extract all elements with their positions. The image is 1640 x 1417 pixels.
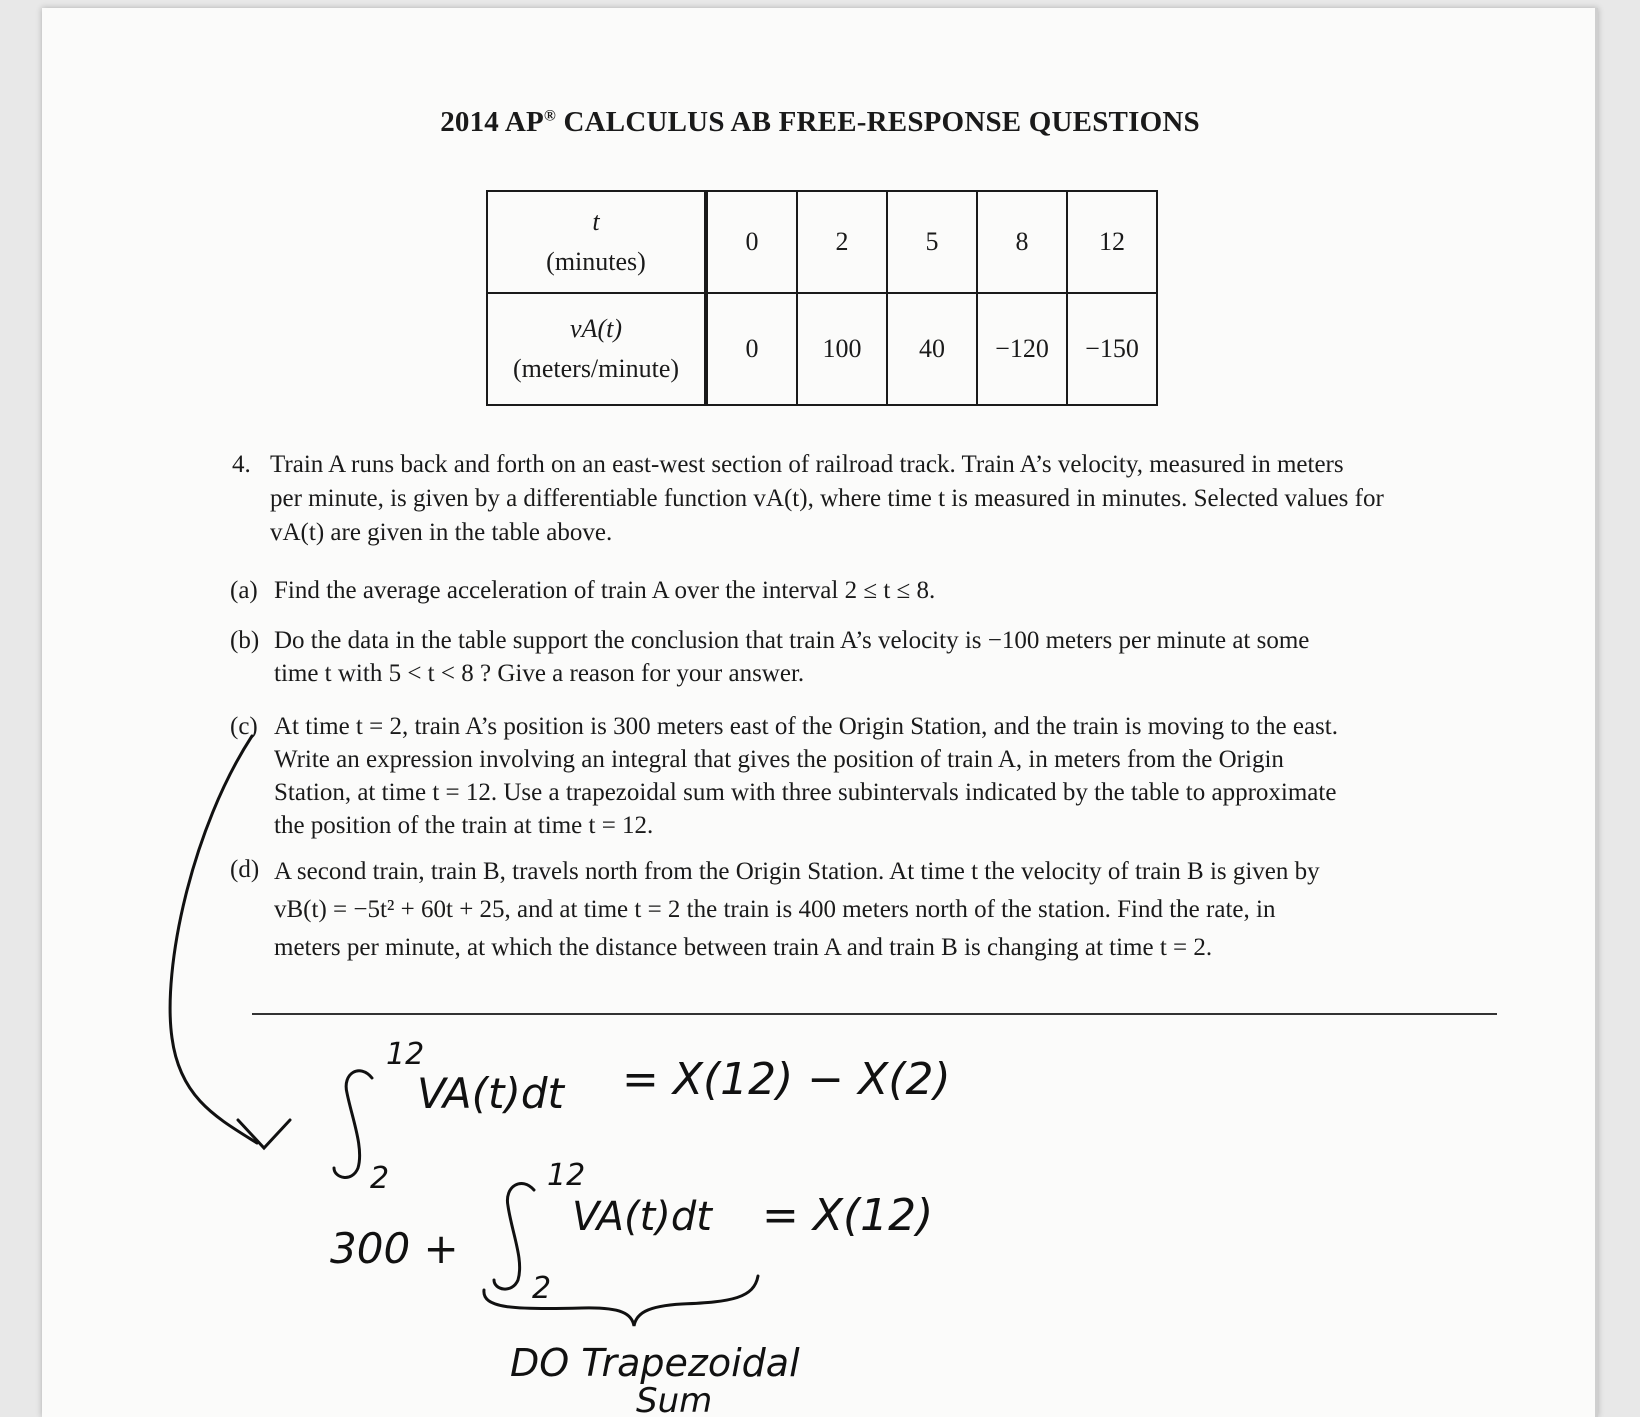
title-reg: ®: [543, 107, 557, 125]
part-line: time t with 5 < t < 8 ? Give a reason for your answer.: [274, 660, 805, 687]
underbrace-icon: [484, 1276, 758, 1326]
lower-limit: 2: [532, 1271, 552, 1306]
integrand: VA(t)dt: [572, 1194, 712, 1240]
part-line: A second train, train B, travels north from the Origin Station. At time t the velocity of train B is given by: [274, 858, 1320, 885]
offset-term: 300 +: [330, 1224, 459, 1273]
v-cell: 0: [706, 293, 797, 405]
intro-line: vA(t) are given in the table above.: [270, 519, 613, 546]
handwritten-notes: [42, 8, 1598, 1417]
t-cell: 12: [1067, 191, 1157, 293]
part-c-label: (c): [230, 713, 258, 740]
part-line: meters per minute, at which the distance between train A and train B is changing at time t = 2.: [274, 934, 1213, 961]
t-cell: 0: [706, 191, 797, 293]
part-line: At time t = 2, train A’s position is 300 meters east of the Origin Station, and the train is moving to the east.: [274, 713, 1338, 740]
t-cell: 5: [887, 191, 977, 293]
velocity-symbol: vA(t): [570, 314, 622, 343]
lower-limit: 2: [370, 1161, 390, 1196]
v-cell: −120: [977, 293, 1067, 405]
title-prefix: 2014 AP: [440, 106, 544, 138]
velocity-unit: (meters/minute): [512, 354, 680, 383]
intro-line: Train A runs back and forth on an east-west section of railroad track. Train A’s velocity, measured in meters: [270, 451, 1344, 478]
v-cell: −150: [1067, 293, 1157, 405]
part-line: Station, at time t = 12. Use a trapezoidal sum with three subintervals indicated by the table to approximate: [274, 779, 1337, 806]
part-d-label: (d): [230, 856, 260, 883]
equation-rhs: = X(12) − X(2): [622, 1054, 951, 1105]
note-line: DO Trapezoidal: [510, 1341, 800, 1385]
part-b-label: (b): [230, 627, 260, 654]
integral-sign-icon: [334, 1071, 372, 1178]
part-line: the position of the train at time t = 12.: [274, 812, 654, 839]
v-cell: 40: [887, 293, 977, 405]
part-line: Do the data in the table support the conclusion that train A’s velocity is −100 meters per minute at some: [274, 627, 1310, 654]
time-unit: (minutes): [546, 247, 646, 276]
v-cell: 100: [797, 293, 887, 405]
integral-sign-icon: [494, 1183, 534, 1289]
paper-sheet: [42, 8, 1598, 1417]
upper-limit: 12: [386, 1037, 425, 1072]
t-cell: 2: [797, 191, 887, 293]
curved-arrow: [170, 736, 260, 1143]
equation-rhs: = X(12): [762, 1190, 934, 1241]
arrow-head-icon: [238, 1120, 290, 1148]
integrand: VA(t)dt: [417, 1069, 564, 1118]
part-a-label: (a): [230, 577, 258, 604]
part-line: Find the average acceleration of train A over the interval 2 ≤ t ≤ 8.: [274, 577, 936, 604]
question-number: 4.: [232, 451, 251, 478]
part-line: vB(t) = −5t² + 60t + 25, and at time t = 2 the train is 400 meters north of the station. Find the rate, in: [274, 896, 1276, 923]
t-cell: 8: [977, 191, 1067, 293]
time-symbol: t: [592, 207, 600, 236]
intro-line: per minute, is given by a differentiable function vA(t), where time t is measured in minutes. Selected values for: [270, 485, 1384, 512]
part-line: Write an expression involving an integral that gives the position of train A, in meters from the Origin: [274, 746, 1284, 773]
title-suffix: CALCULUS AB FREE-RESPONSE QUESTIONS: [563, 106, 1200, 138]
note-line: Sum: [636, 1381, 713, 1417]
upper-limit: 12: [547, 1158, 586, 1193]
